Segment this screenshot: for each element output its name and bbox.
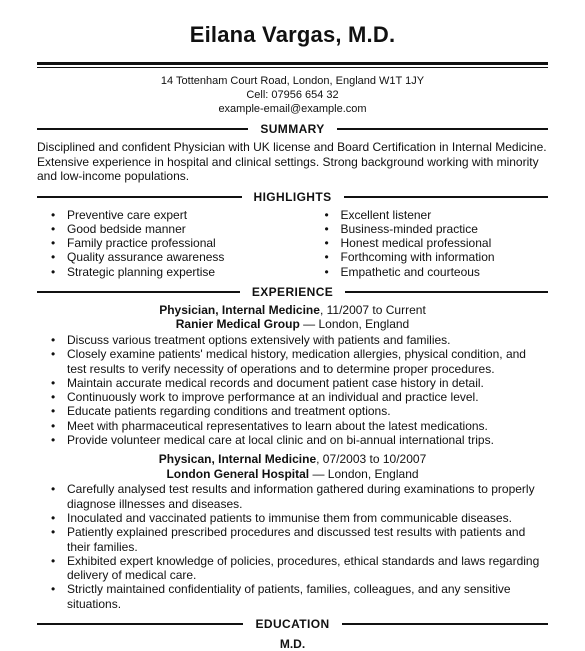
heading-rule-left xyxy=(37,196,242,198)
list-item: • Strictly maintained confidentiality of patients, families, colleagues, and any sensitive situations. xyxy=(37,582,548,611)
job-location: — London, England xyxy=(299,317,410,332)
job-dates: , 11/2007 to Current xyxy=(319,302,426,317)
list-item: • Inoculated and vaccinated patients to immunise them from communicable diseases. xyxy=(37,511,548,525)
list-item: • Family practice professional xyxy=(37,236,293,250)
job-title-line xyxy=(37,303,548,318)
list-item: • Discuss various treatment options extensively with patients and families. xyxy=(37,333,548,347)
list-item: • Strategic planning expertise xyxy=(37,265,293,279)
job-duties-list xyxy=(37,333,548,447)
heading-rule-right xyxy=(345,291,548,293)
list-item: • Good bedside manner xyxy=(37,222,293,236)
experience-title: EXPERIENCE xyxy=(251,284,334,299)
highlights-heading xyxy=(37,190,548,204)
job-title-line xyxy=(37,452,548,467)
job-role: Physician, Internal Medicine xyxy=(159,302,320,317)
job-duties-list xyxy=(37,482,548,611)
candidate-name: Eilana Vargas, M.D. xyxy=(189,22,396,47)
list-item: • Excellent listener xyxy=(311,208,549,222)
job-employer: Ranier Medical Group xyxy=(175,317,300,332)
heading-rule-right xyxy=(342,623,548,625)
highlights-left-column xyxy=(37,208,293,279)
list-item: • Carefully analysed test results and information gathered during examinations to properly diagnose illnesses and diseases. xyxy=(37,482,548,511)
highlights-title: HIGHLIGHTS xyxy=(253,189,332,204)
job-employer: London General Hospital xyxy=(166,466,310,481)
list-item: • Maintain accurate medical records and document patient case history in detail. xyxy=(37,376,548,390)
heading-rule-right xyxy=(337,128,548,130)
list-item: • Meet with pharmaceutical representatives to learn about the latest medications. xyxy=(37,419,548,433)
list-item: • Patiently explained prescribed procedures and discussed test results with patients and their families. xyxy=(37,525,548,554)
list-item: • Closely examine patients' medical history, medication allergies, physical condition, and test results to verify necessity of operations and to determine proper procedures. xyxy=(37,347,548,376)
heading-rule-left xyxy=(37,623,243,625)
address: 14 Tottenham Court Road, London, England W1T 1JY xyxy=(160,75,425,87)
contact-block xyxy=(0,74,585,116)
header-divider xyxy=(37,62,548,68)
highlights-right-column xyxy=(293,208,549,279)
list-item: • Business-minded practice xyxy=(311,222,549,236)
highlights-grid xyxy=(37,208,548,279)
list-item: • Continuously work to improve performance at an individual and practice level. xyxy=(37,390,548,404)
cell-phone: Cell: 07956 654 32 xyxy=(246,89,339,101)
summary-title: SUMMARY xyxy=(260,122,325,136)
job-entry-1 xyxy=(37,303,548,447)
education-heading xyxy=(37,617,548,631)
list-item: • Forthcoming with information xyxy=(311,250,549,264)
job-role: Physican, Internal Medicine xyxy=(158,452,317,467)
education-title: EDUCATION xyxy=(255,617,330,632)
job-location: — London, England xyxy=(309,466,419,481)
experience-heading xyxy=(37,285,548,299)
list-item: • Provide volunteer medical care at local clinic and on bi-annual international trips. xyxy=(37,433,548,447)
summary-heading xyxy=(37,122,548,136)
list-item: • Exhibited expert knowledge of policies, procedures, ethical standards and laws regarding delivery of medical care. xyxy=(37,554,548,583)
list-item: • Quality assurance awareness xyxy=(37,250,293,264)
heading-rule-left xyxy=(37,128,248,130)
list-item: • Educate patients regarding conditions and treatment options. xyxy=(37,404,548,418)
list-item: • Empathetic and courteous xyxy=(311,265,549,279)
degree: M.D. xyxy=(279,637,306,651)
list-item: • Honest medical professional xyxy=(311,236,549,250)
job-employer-line xyxy=(37,467,548,482)
summary-text: Disciplined and confident Physician with UK license and Board Certification in Internal Medicine. Extensive experience in hospital and clinical settings. Strong background working with minority and low-income populations. xyxy=(37,140,547,183)
job-employer-line xyxy=(37,317,548,332)
job-entry-2 xyxy=(37,452,548,611)
heading-rule-right xyxy=(344,196,549,198)
email: example-email@example.com xyxy=(218,103,367,115)
heading-rule-left xyxy=(37,291,240,293)
list-item: • Preventive care expert xyxy=(37,208,293,222)
job-dates: , 07/2003 to 10/2007 xyxy=(316,452,427,467)
